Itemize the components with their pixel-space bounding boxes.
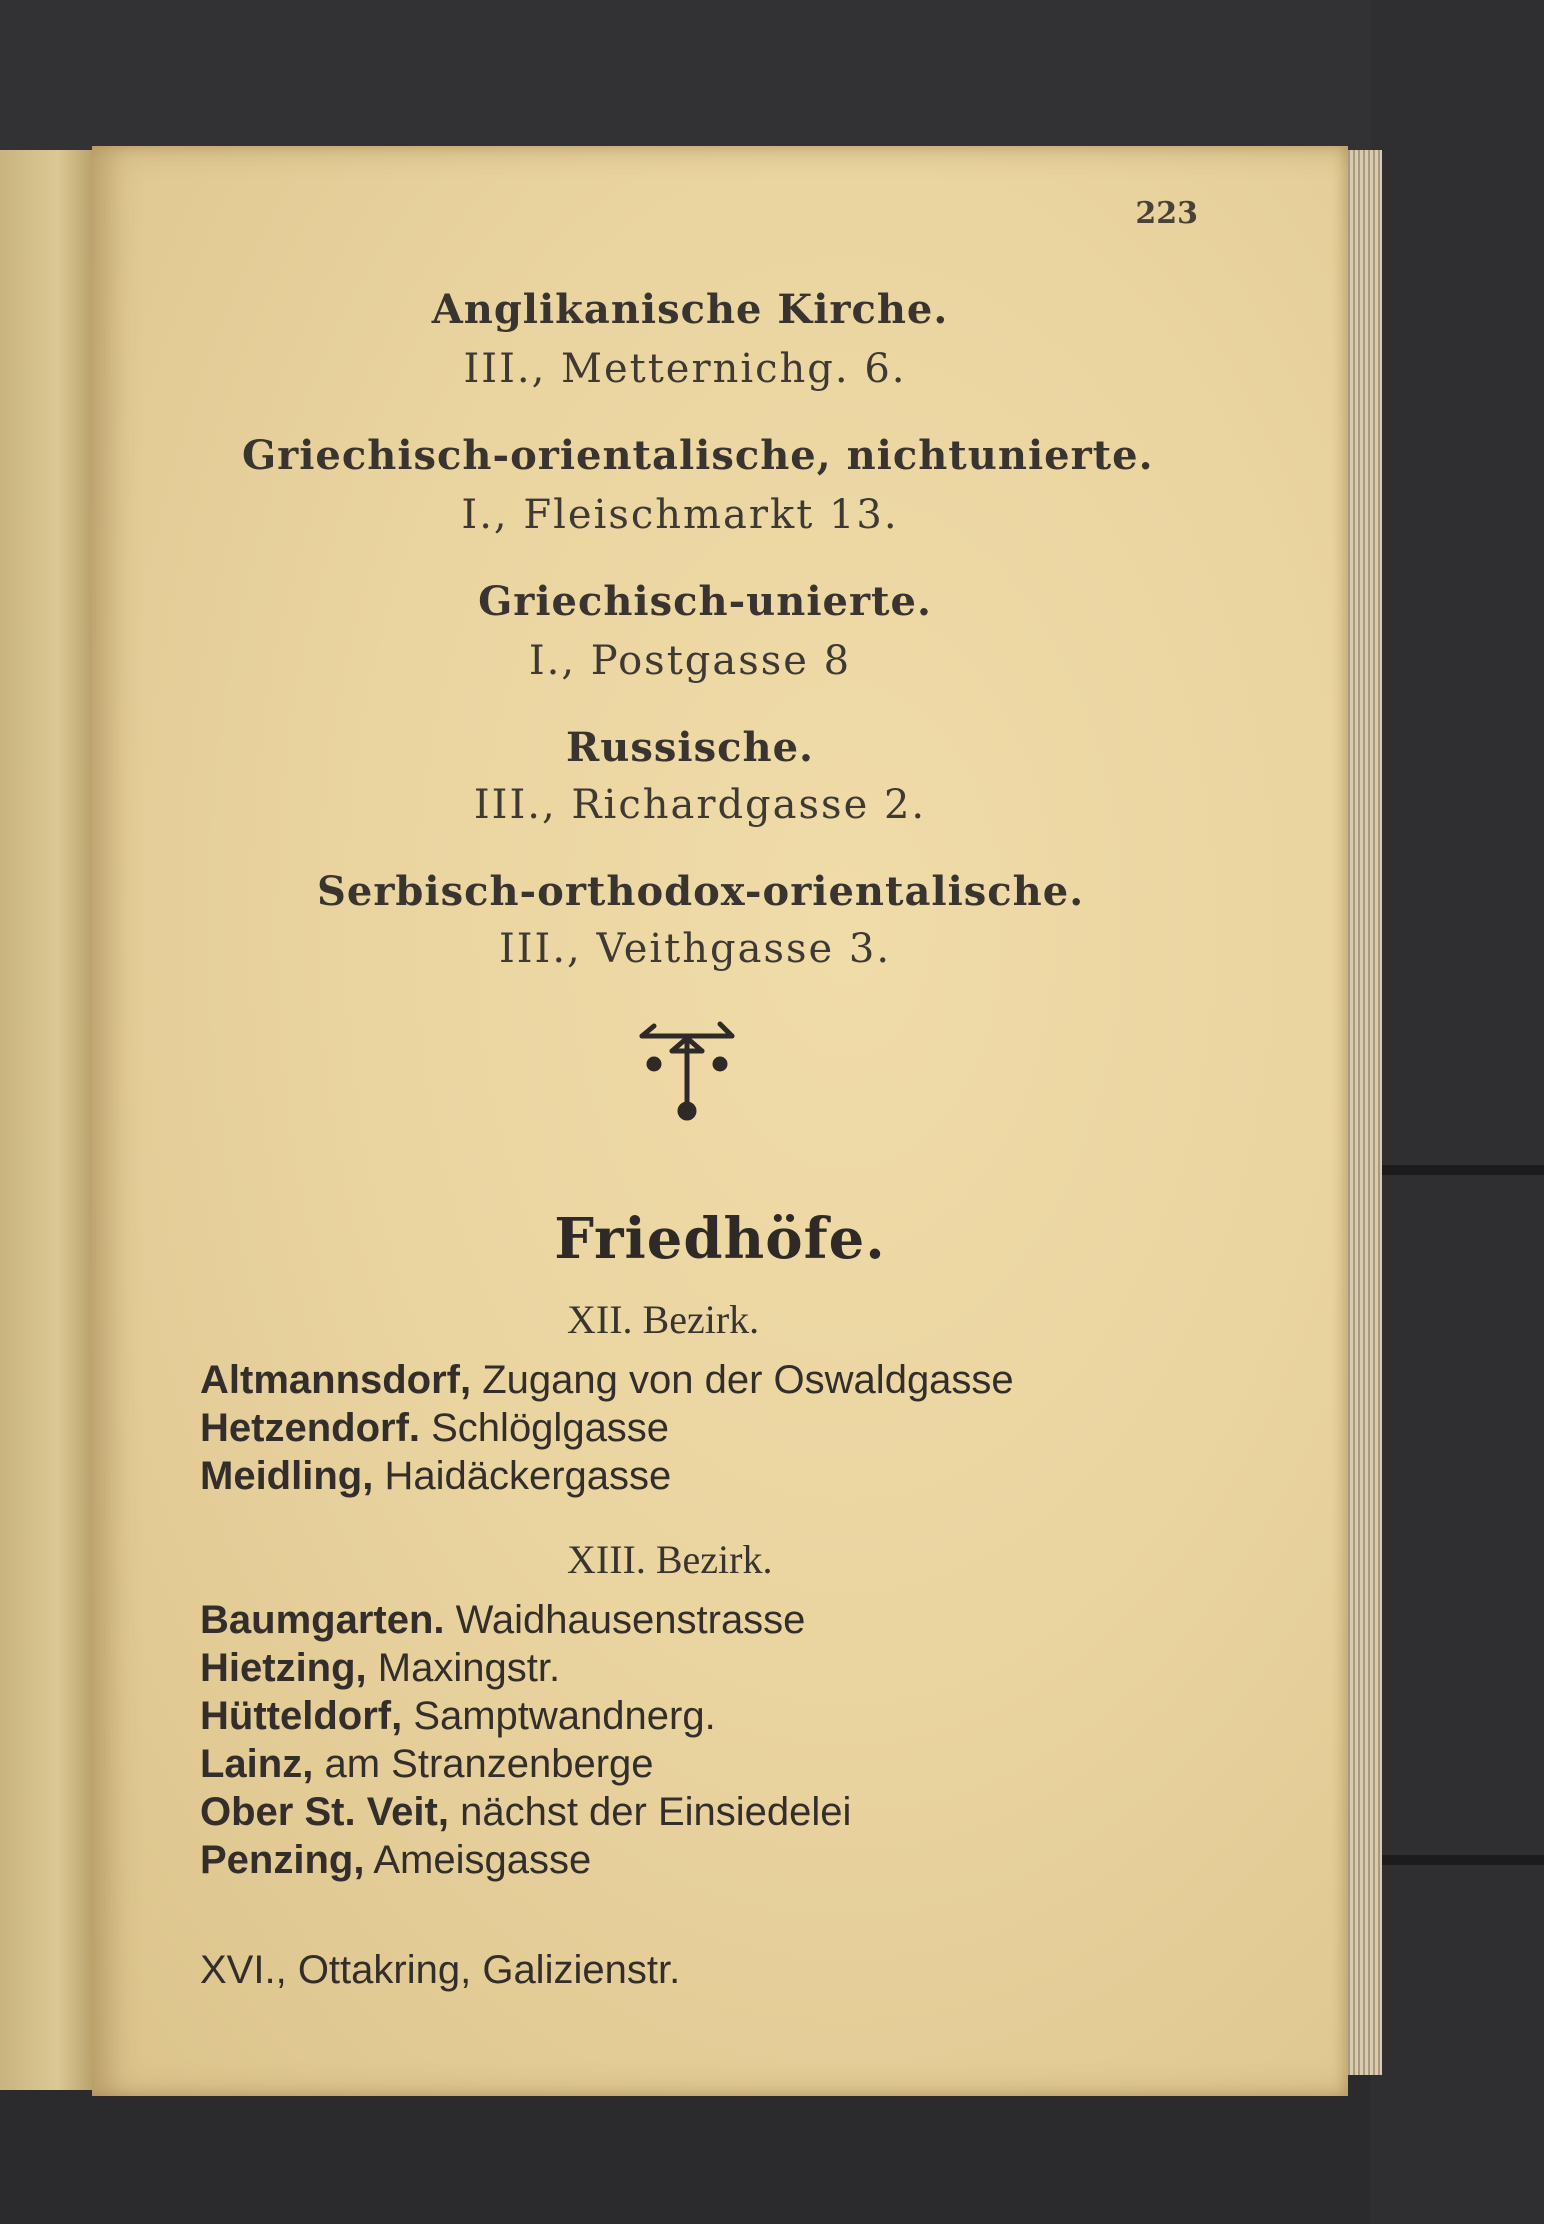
cemetery-detail: Haidäckergasse — [384, 1454, 672, 1498]
cemetery-detail: nächst der Einsiedelei — [460, 1790, 852, 1834]
background-line — [1380, 1165, 1544, 1175]
list-item — [200, 1788, 851, 1836]
church-entry — [242, 432, 1342, 479]
church-heading: Russische. — [566, 724, 814, 771]
list-item — [200, 1740, 654, 1788]
cemetery-place: Penzing, — [200, 1838, 365, 1882]
church-heading: Anglikanische Kirche. — [431, 286, 949, 333]
cemetery-place: Altmannsdorf, — [200, 1358, 472, 1402]
church-entry — [92, 926, 1348, 972]
cemetery-detail: Ameisgasse — [373, 1838, 592, 1882]
church-entry — [317, 868, 1317, 915]
cemetery-place: Ober St. Veit, — [200, 1790, 449, 1834]
church-heading: Griechisch-unierte. — [478, 578, 932, 625]
cemetery-detail: am Stranzenberge — [324, 1742, 654, 1786]
district-heading: XIII. Bezirk. — [567, 1537, 773, 1582]
church-entry — [92, 782, 1348, 828]
background-top — [0, 0, 1544, 160]
background-right — [1370, 0, 1544, 2224]
church-entry — [92, 492, 1348, 538]
cross-ornament-icon — [632, 1016, 742, 1126]
list-item — [200, 1452, 671, 1500]
cemetery-place: Hütteldorf, — [200, 1694, 403, 1738]
list-item — [200, 1596, 805, 1644]
church-address: I., Postgasse 8 — [528, 638, 852, 684]
cemetery-detail: Schlöglgasse — [431, 1406, 670, 1450]
background-line — [1380, 1855, 1544, 1865]
list-item — [200, 1356, 1014, 1404]
list-item — [200, 1404, 669, 1452]
church-entry — [92, 286, 1348, 333]
cemetery-place: Meidling, — [200, 1454, 374, 1498]
cemetery-place: Hetzendorf. — [200, 1406, 420, 1450]
district-heading: XII. Bezirk. — [567, 1297, 760, 1342]
page-number: 223 — [1135, 196, 1198, 231]
list-item — [200, 1644, 560, 1692]
church-entry — [92, 346, 1348, 392]
list-item — [200, 1692, 716, 1740]
cemetery-detail: Samptwandnerg. — [413, 1694, 716, 1738]
church-address: III., Veithgasse 3. — [498, 926, 892, 972]
cemeteries-title: Friedhöfe. — [554, 1206, 886, 1272]
cemetery-place: Lainz, — [200, 1742, 314, 1786]
list-item-last: XVI., Ottakring, Galizienstr. — [200, 1948, 681, 1992]
church-entry — [92, 578, 1348, 625]
church-address: I., Fleischmarkt 13. — [461, 492, 899, 538]
church-entry — [92, 638, 1348, 684]
cemetery-place: Hietzing, — [200, 1646, 367, 1690]
church-entry — [92, 724, 1348, 771]
church-address: III., Metternichg. 6. — [463, 346, 907, 392]
book-page — [92, 146, 1348, 2096]
left-page-edge — [0, 150, 95, 2090]
church-heading: Griechisch-orientalische, nichtunierte. — [242, 432, 1154, 479]
list-item — [200, 1836, 591, 1884]
church-heading: Serbisch-orthodox-orientalische. — [317, 868, 1085, 915]
church-address: III., Richardgasse 2. — [473, 782, 927, 828]
cemetery-detail: Maxingstr. — [377, 1646, 561, 1690]
cemetery-place: Baumgarten. — [200, 1598, 445, 1642]
cemetery-detail: Waidhausenstrasse — [455, 1598, 806, 1642]
cemetery-detail: Zugang von der Oswaldgasse — [482, 1358, 1014, 1402]
